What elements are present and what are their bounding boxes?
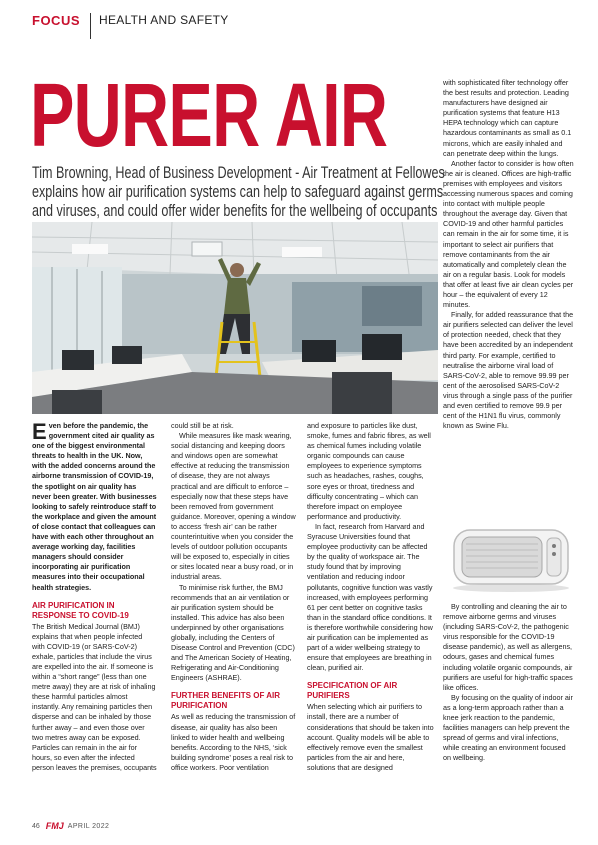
subheading-covid: AIR PURIFICATION IN RESPONSE TO COVID-19 [32,600,129,620]
body-column-3 [307,421,434,773]
paragraph: By focusing on the quality of indoor air as a long-term approach rather than a knee jerk reaction to the pandemic, facilities managers can help prevent the spread of germs and viral infections, while creating an environment focused on wellbeing. [443,692,573,763]
office-photo [32,222,438,414]
paragraph: Another factor to consider is how often the air is cleaned. Offices are high-traffic premises with employees and visitors accessing numerous spaces and coming into contact with multiple people throughout the average day. Given that COVID-19 and other harmful particles can remain in the air for some time, it is important to select air purifiers that remove contaminants from the air automatically and completely clean the air on a regular basis. Look for models that offer at least five air clean cycles per hour – the equivalent of every 12 minutes. [443,158,574,310]
header-divider [90,13,91,39]
air-purifier-illustration [448,524,574,592]
standfirst-line: explains how air purification systems can help to safeguard against germs [32,182,444,201]
paragraph: To minimise risk further, the BMJ recommends that an air ventilation or air purification system should be installed. This advice has also been underpinned by other organisations globally, including the Centers of Disease Control and Prevention (CDC) and The American Society of Heating, Refrigerating and Air-Conditioning Engineers (ASHRAE). [171,582,295,683]
drop-cap: E [32,419,47,444]
paragraph: with sophisticated filter technology offer the best results and protection. Leading manufacturers have designed air purification systems that feature H13 HEPA technology which can capture hazardous contaminants as small as 0.1 microns, which are easily inhaled and can penetrate deep within the lungs. [443,78,572,158]
paragraph: As well as reducing the transmission of disease, air quality has also been linked to wider health and wellbeing benefits. According to the NHS, ‘sick building syndrome’ poses a real risk to office workers. Poor ventilation [171,712,296,772]
paragraph: In fact, research from Harvard and Syracuse Universities found that employee productivity can be affected by the quality of workspace air. The study found that by improving ventilation and reducing indoor pollutants, cognitive function was vastly increased, with employees performing 61 per cent better on cognitive tasks than in the standard office conditions. It is therefore worthwhile considering how air purification can be implemented as part of a wider wellbeing strategy to ensure that employees are breathing in clean, purified air. [307,521,433,673]
paragraph: When selecting which air purifiers to install, there are a number of considerations that should be taken into account. Quality models will be able to effectively remove even the smallest particles from the air and here, solutions that are designed [307,702,434,772]
standfirst-line: Tim Browning, Head of Business Development - Air Treatment at Fellowes [32,163,445,182]
standfirst-line: and viruses, and could offer wider benefits for the wellbeing of occupants [32,201,438,220]
magazine-logo: FMJ [45,821,64,831]
body-column-2 [171,421,297,773]
office-photo-illustration [32,222,438,414]
paragraph: and exposure to particles like dust, smoke, fumes and fabric fibres, as well as chemical fumes including volatile organic compounds can cause employees to experience symptoms such as headaches, rashes, coughs, sore eyes or throat, tiredness and difficulty concentrating – which can therefore impact on employee performance and productivity. [307,421,431,521]
paragraph: Finally, for added reassurance that the air purifiers selected can deliver the level of protection needed, check that they have been accredited by an independent third party. For example, certified to neutralise the airborne viral load of SARS-CoV-2, able to remove 99.99 per cent of the aerosolised SARS-CoV-2 virus through a single pass of the purifier and even certified to remove 99.9 per cent of the H1N1 flu virus, commonly known as Swine Flu. [443,310,574,431]
headline: PURER AIR [30,66,388,166]
body-column-1 [32,421,157,773]
lead-paragraph [32,421,157,593]
section-header [32,10,229,30]
paragraph: The British Medical Journal (BMJ) explains that when people infected with COVID-19 (or SARS-CoV-2) exhale, particles that include the virus are expelled into the air. If someone is within a “short range” (less than one metre away) they are at risk of inhaling these harmful particles almost instantly. Any remaining particles then disperse and can be inhaled by those further away – and even those over two metres away can be exposed. Particles can remain in the air for hours, so even after the infected person leaves the premises, occupants [32,621,157,772]
standfirst [32,163,445,220]
section-label: HEALTH AND SAFETY [99,13,229,27]
issue-date: APRIL 2022 [67,822,110,830]
page-number: 46 [32,822,40,830]
page-footer [32,819,109,833]
focus-label: FOCUS [32,12,80,28]
air-purifier-image [448,524,574,592]
subheading-specification: SPECIFICATION OF AIR PURIFIERS [307,681,398,701]
lead-text: ven before the pandemic, the government cited air quality as one of the biggest environmental threats to health in the UK. Now, with the added concerns around the airborne transmission of COVID-19, the spotlight on air quality has never been greater. With businesses looking to safely reintroduce staff to the workplace and given the amount of close contact that colleagues can have with each other throughout an average working day, facilities managers should consider incorporating air purification measures into their occupational health strategies. [32,421,157,592]
paragraph: While measures like mask wearing, social distancing and keeping doors and windows open are somewhat effective at reducing the transmission of disease, they are not always practical and are difficult to enforce – especially now that these steps have been removed from government guidance. Moreover, opening a window to access ‘fresh air’ can be rather counterintuitive when you consider the levels of outdoor pollution occupants will be exposed to, especially in cities or sites located near a busy road, or in industrial areas. [171,431,296,582]
body-column-4-continued [443,602,574,764]
paragraph: could still be at risk. [171,421,234,430]
subheading-further-benefits: FURTHER BENEFITS OF AIR PURIFICATION [171,691,281,711]
paragraph: By controlling and cleaning the air to remove airborne germs and viruses (including SARS-CoV-2, the pathogenic virus responsible for the COVID-19 disease pandemic), as well as allergens, odours, gases and chemical fumes including volatile organic compounds, air purifiers are useful for high-traffic spaces like offices. [443,602,573,692]
body-column-4 [443,78,574,431]
